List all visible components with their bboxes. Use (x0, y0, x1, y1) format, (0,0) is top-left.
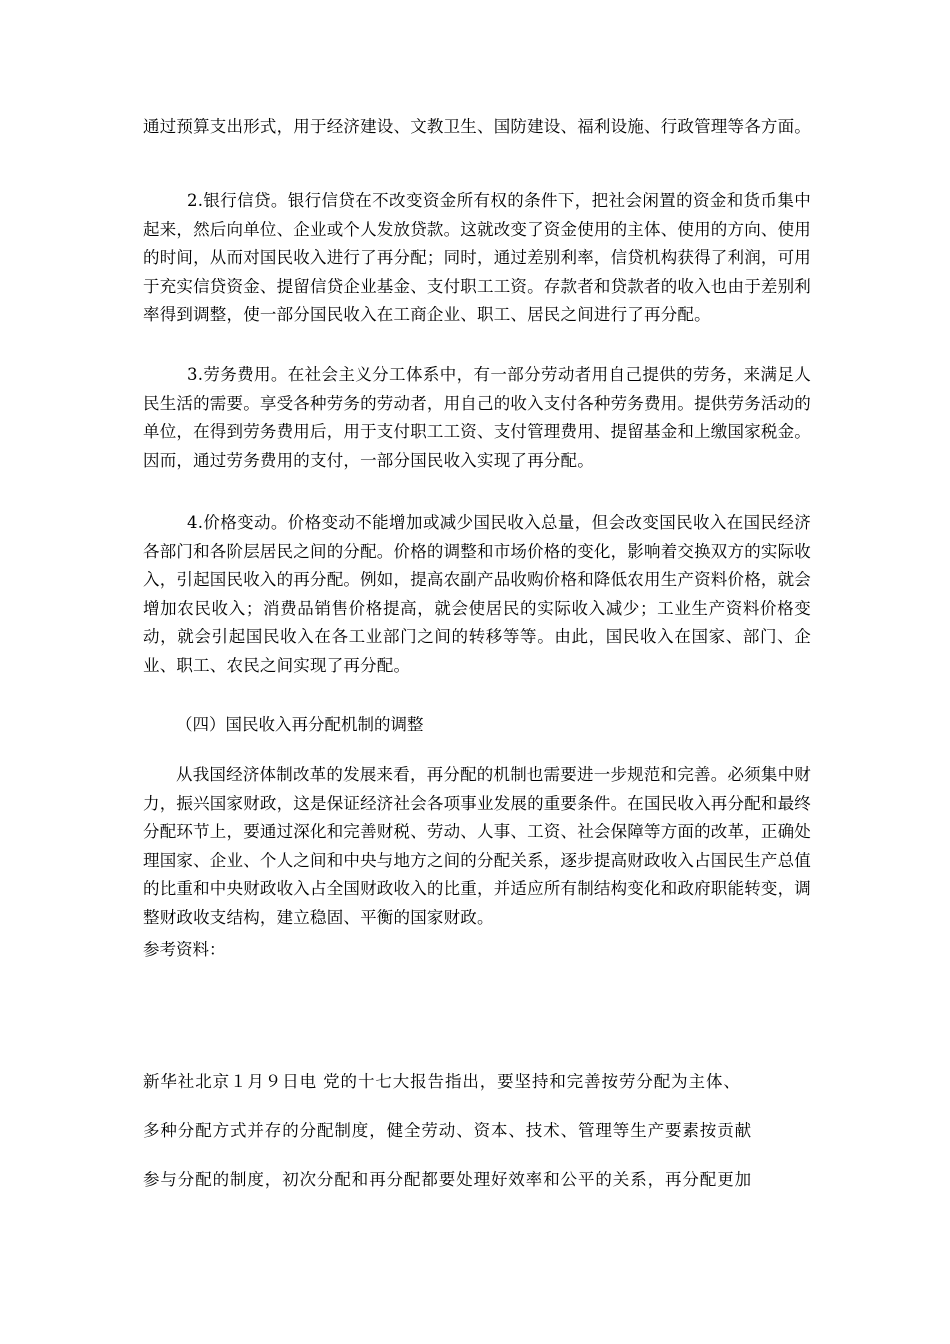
paragraph-mechanism: 从我国经济体制改革的发展来看，再分配的机制也需要进一步规范和完善。必须集中财力，振兴国家财政，这是保证经济社会各项事业发展的重要条件。在国民收入再分配和最终分配环节上，要通过深化和完善财税、劳动、人事、工资、社会保障等方面的改革，正确处理国家、企业、个人之间和中央与地方之间的分配关系，逐步提高财政收入占国民生产总值的比重和中央财政收入占全国财政收入的比重，并适应所有制结构变化和政府职能转变，调整财政收支结构，建立稳固、平衡的国家财政。 (143, 765, 811, 927)
references-label: 参考资料： (143, 940, 226, 959)
paragraph-continuation: 通过预算支出形式，用于经济建设、文教卫生、国防建设、福利设施、行政管理等各方面。 (143, 117, 811, 136)
news-line-2: 多种分配方式并存的分配制度，健全劳动、资本、技术、管理等生产要素按贡献 (143, 1121, 752, 1140)
paragraph-labor-fees: 3.劳务费用。在社会主义分工体系中，有一部分劳动者用自己提供的劳务，来满足人民生活的需要。享受各种劳务的劳动者，用自己的收入支付各种劳务费用。提供劳务活动的单位，在得到劳务费用后，用于支付职工工资、支付管理费用、提留基金和上缴国家税金。因而，通过劳务费用的支付，一部分国民收入实现了再分配。 (143, 365, 811, 470)
section-heading: （四）国民收入再分配机制的调整 (176, 715, 424, 734)
news-line-3: 参与分配的制度，初次分配和再分配都要处理好效率和公平的关系，再分配更加 (143, 1170, 752, 1189)
paragraph-bank-credit: 2.银行信贷。银行信贷在不改变资金所有权的条件下，把社会闲置的资金和货币集中起来，然后向单位、企业或个人发放贷款。这就改变了资金使用的主体、使用的方向、使用的时间，从而对国民收入进行了再分配；同时，通过差别利率，信贷机构获得了利润，可用于充实信贷资金、提留信贷企业基金、支付职工工资。存款者和贷款者的收入也由于差别利率得到调整，使一部分国民收入在工商企业、职工、居民之间进行了再分配。 (143, 191, 811, 324)
paragraph-price-change: 4.价格变动。价格变动不能增加或减少国民收入总量，但会改变国民收入在国民经济各部门和各阶层居民之间的分配。价格的调整和市场价格的变化，影响着交换双方的实际收入，引起国民收入的再分配。例如，提高农副产品收购价格和降低农用生产资料价格，就会增加农民收入；消费品销售价格提高，就会使居民的实际收入减少；工业生产资料价格变动，就会引起国民收入在各工业部门之间的转移等等。由此，国民收入在国家、部门、企业、职工、农民之间实现了再分配。 (143, 513, 811, 675)
news-line-1: 新华社北京１月９日电 党的十七大报告指出，要坚持和完善按劳分配为主体、 (143, 1072, 741, 1091)
